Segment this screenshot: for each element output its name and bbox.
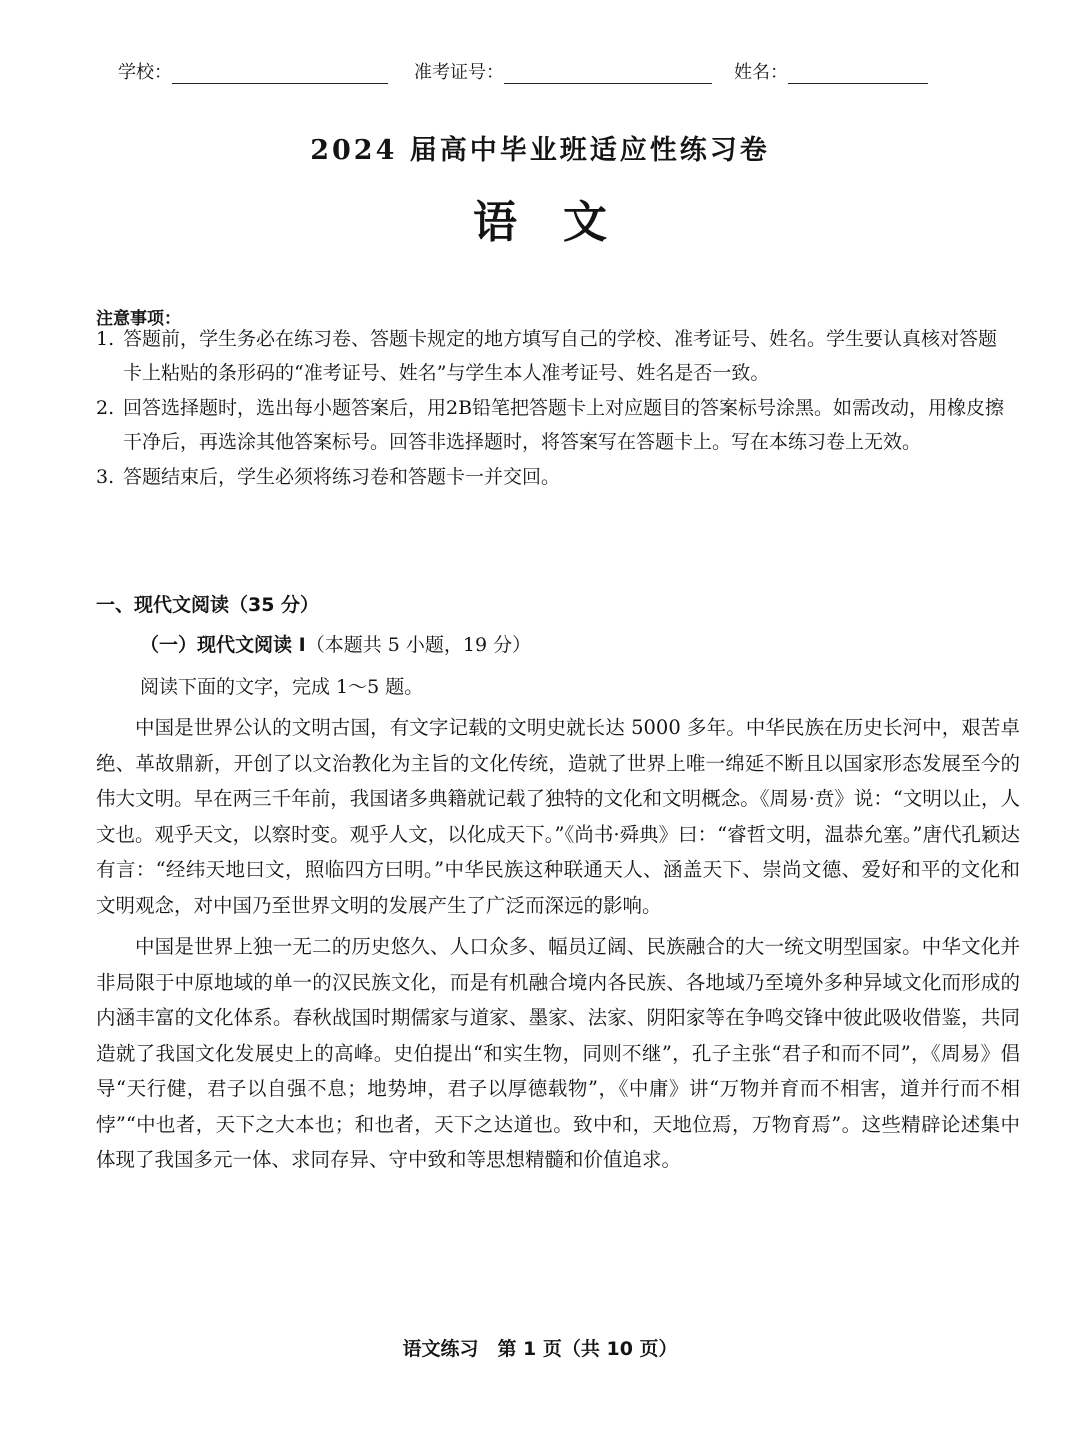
subsection-title — [140, 630, 531, 657]
name-label: 姓名： — [734, 62, 788, 83]
passage-paragraph: 中国是世界公认的文明古国，有文字记载的文明史就长达 5000 多年。中华民族在历史长河中，艰苦卓绝、革故鼎新，开创了以文治教化为主旨的文化传统，造就了世界上唯一绵延不断且以国家形态发展至今的伟大文明。早在两三千年前，我国诸多典籍就记载了独特的文化和文明概念。《周易·贲》说：“文明以止，人文也。观乎天文，以察时变。观乎人文，以化成天下。”《尚书·舜典》曰：“睿哲文明，温恭允塞。”唐代孔颖达有言：“经纬天地曰文，照临四方曰明。”中华民族这种联通天人、涵盖天下、崇尚文德、爱好和平的文化和文明观念，对中国乃至世界文明的发展产生了广泛而深远的影响。 — [96, 716, 1020, 917]
reading-instruction: 阅读下面的文字，完成 1～5 题。 — [140, 676, 424, 698]
name-field — [734, 58, 928, 84]
exam-number-field — [414, 58, 734, 84]
section-title: 一、现代文阅读（35 分） — [96, 594, 320, 616]
header-fields — [118, 58, 938, 84]
notice-item-text: 答题结束后，学生必须将练习卷和答题卡一并交回。 — [123, 466, 561, 488]
notice-item-text: 回答选择题时，选出每小题答案后，用2B铅笔把答题卡上对应题目的答案标号涂黑。如需改动，用橡皮擦干净后，再选涂其他答案标号。回答非选择题时，将答案写在答题卡上。写在本练习卷上无效。 — [123, 397, 1005, 453]
school-label: 学校： — [118, 62, 172, 83]
exam-title: 2024 届高中毕业班适应性练习卷 — [310, 135, 770, 166]
school-input-line — [172, 63, 388, 84]
notice-item — [96, 322, 1006, 390]
exam-number-label: 准考证号： — [414, 62, 504, 83]
notice-item — [96, 460, 1006, 494]
notice-item-number: 3. — [96, 466, 115, 488]
notice-item-number: 2. — [96, 397, 115, 419]
passage-paragraph: 中国是世界上独一无二的历史悠久、人口众多、幅员辽阔、民族融合的大一统文明型国家。中华文化并非局限于中原地域的单一的汉民族文化，而是有机融合境内各民族、各地域乃至境外多种异域文化而形成的内涵丰富的文化体系。春秋战国时期儒家与道家、墨家、法家、阴阳家等在争鸣交锋中彼此吸收借鉴，共同造就了我国文化发展史上的高峰。史伯提出“和实生物，同则不继”，孔子主张“君子和而不同”，《周易》倡导“天行健，君子以自强不息；地势坤，君子以厚德载物”，《中庸》讲“万物并育而不相害，道并行而不相悖”“中也者，天下之大本也；和也者，天下之达道也。致中和，天地位焉，万物育焉”。这些精辟论述集中体现了我国多元一体、求同存异、守中致和等思想精髓和价值追求。 — [96, 935, 1020, 1171]
notice-item-number: 1. — [96, 328, 115, 350]
subsection-heading: （一）现代文阅读 I — [140, 634, 306, 656]
notice-list — [96, 322, 1006, 495]
reading-passage — [96, 710, 1020, 1184]
name-input-line — [788, 63, 928, 84]
notice-item-text: 答题前，学生务必在练习卷、答题卡规定的地方填写自己的学校、准考证号、姓名。学生要认真核对答题卡上粘贴的条形码的“准考证号、姓名”与学生本人准考证号、姓名是否一致。 — [123, 328, 998, 384]
page-footer: 语文练习 第 1 页（共 10 页） — [402, 1338, 678, 1360]
notice-item — [96, 391, 1006, 459]
subject-title: 语文 — [473, 197, 653, 248]
notice-title: 注意事项： — [96, 309, 181, 329]
exam-number-input-line — [504, 63, 712, 84]
subsection-note: （本题共 5 小题，19 分） — [305, 634, 532, 656]
school-field — [118, 58, 414, 84]
